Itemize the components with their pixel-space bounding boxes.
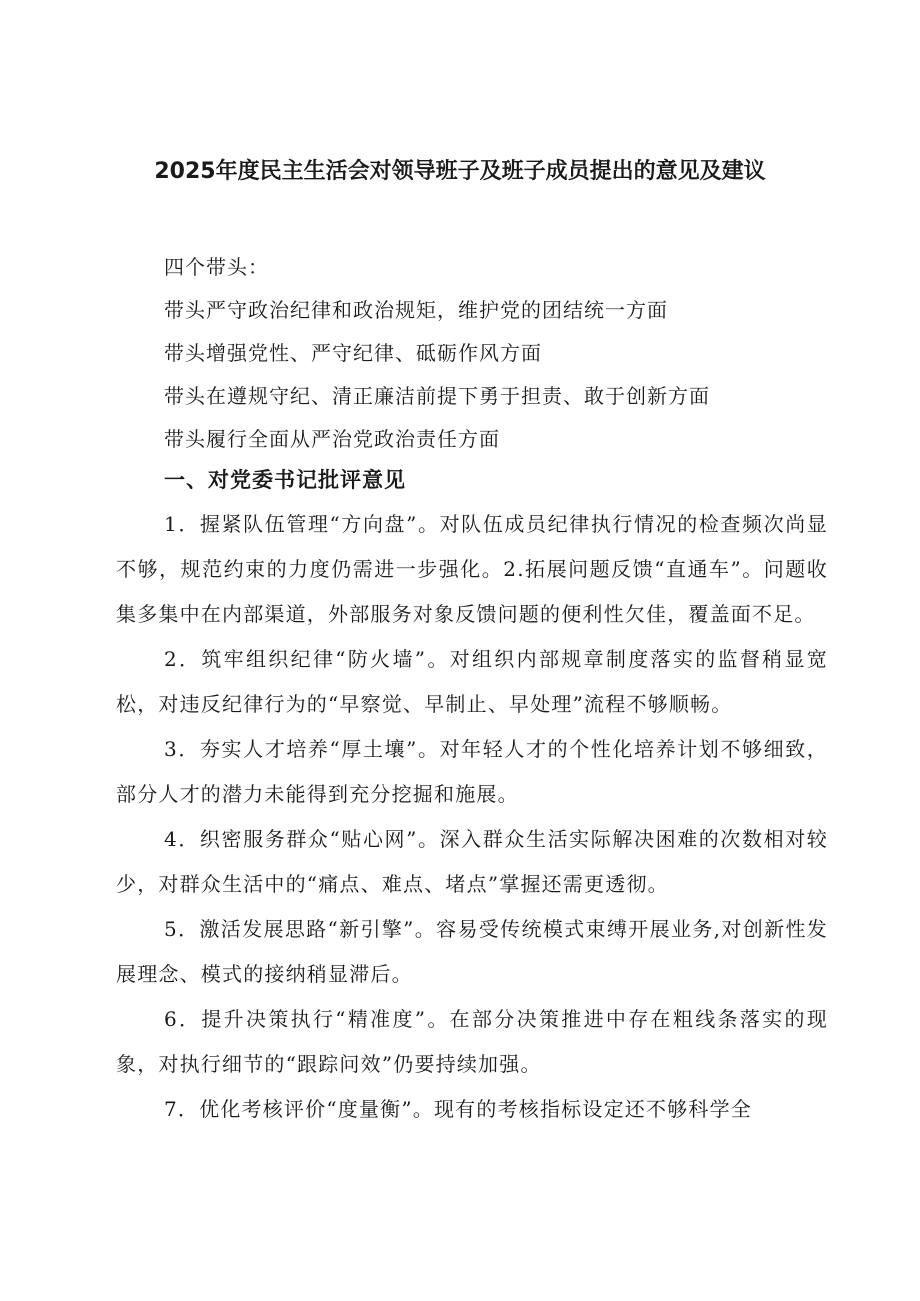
paragraph: 5．激活发展思路“新引擎”。容易受传统模式束缚开展业务,对创新性发展理念、模式的接纳稍显滞后。 <box>116 917 828 986</box>
paragraph: 6．提升决策执行“精准度”。在部分决策推进中存在粗线条落实的现象，对执行细节的“跟踪问效”仍要持续加强。 <box>116 1007 828 1076</box>
paragraph: 2．筑牢组织纪律“防火墙”。对组织内部规章制度落实的监督稍显宽松，对违反纪律行为的“早察觉、早制止、早处理”流程不够顺畅。 <box>116 647 828 716</box>
section-body <box>116 502 828 1132</box>
intro-item: 带头严守政治纪律和政治规矩，维护党的团结统一方面 <box>164 298 668 322</box>
intro-heading: 四个带头： <box>164 255 269 279</box>
paragraph: 7．优化考核评价“度量衡”。现有的考核指标设定还不够科学全 <box>164 1097 752 1121</box>
paragraph: 4．织密服务群众“贴心网”。深入群众生活实际解决困难的次数相对较少，对群众生活中的“痛点、难点、堵点”掌握还需更透彻。 <box>116 827 828 896</box>
section-heading: 一、对党委书记批评意见 <box>164 468 406 492</box>
document-title: 2025年度民主生活会对领导班子及班子成员提出的意见及建议 <box>154 159 766 184</box>
intro-block <box>164 246 710 461</box>
intro-item: 带头增强党性、严守纪律、砥砺作风方面 <box>164 341 542 365</box>
paragraph: 3．夯实人才培养“厚土壤”。对年轻人才的个性化培养计划不够细致，部分人才的潜力未能得到充分挖掘和施展。 <box>116 737 828 806</box>
intro-item: 带头在遵规守纪、清正廉洁前提下勇于担责、敢于创新方面 <box>164 384 710 408</box>
paragraph: 1．握紧队伍管理“方向盘”。对队伍成员纪律执行情况的检查频次尚显不够，规范约束的力度仍需进一步强化。2.拓展问题反馈“直通车”。问题收集多集中在内部渠道，外部服务对象反馈问题的便利性欠佳，覆盖面不足。 <box>116 512 828 626</box>
intro-item: 带头履行全面从严治党政治责任方面 <box>164 427 500 451</box>
